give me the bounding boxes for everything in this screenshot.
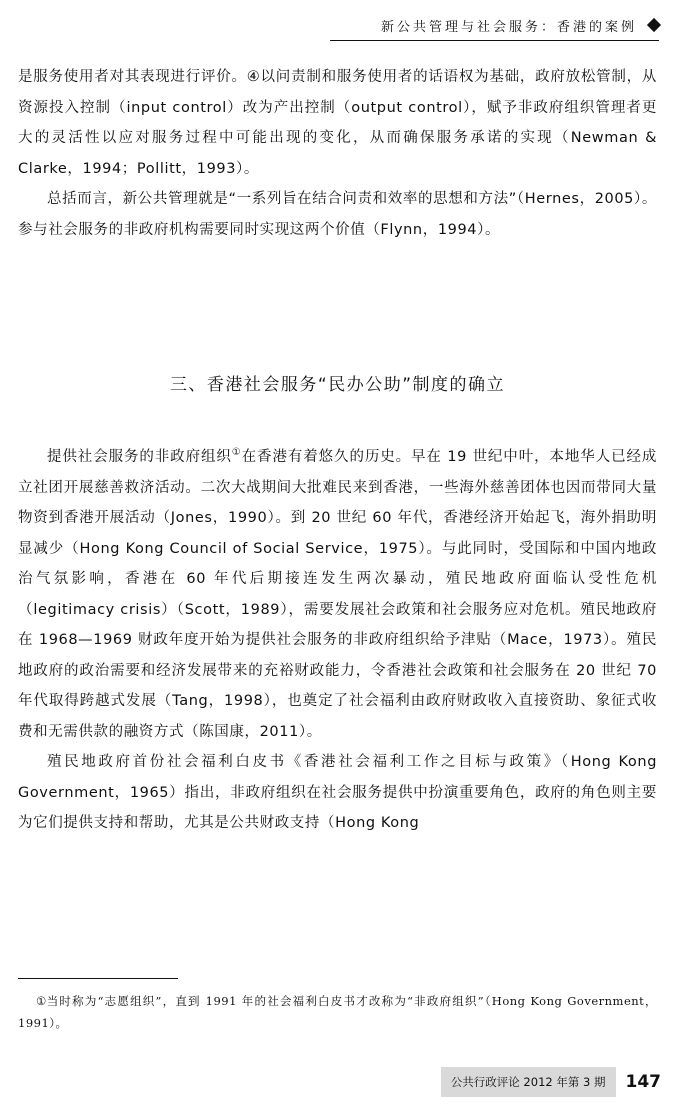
running-head — [381, 14, 659, 36]
body-text-main — [18, 442, 657, 839]
header-rule — [330, 40, 659, 41]
paragraph-history — [18, 442, 657, 747]
journal-name: 公共行政评论 2012 年第 3 期 — [441, 1067, 616, 1097]
paragraph-summary: 总括而言，新公共管理就是“一系列旨在结合问责和效率的思想和方法”（Hernes，2005）。参与社会服务的非政府机构需要同时实现这两个价值（Flynn，1994）。 — [18, 191, 657, 238]
paragraph-history-rest: 在香港有着悠久的历史。早在 19 世纪中叶，本地华人已经成立社团开展慈善救济活动。二次大战期间大批难民来到香港，一些海外慈善团体也因而带同大量物资到香港开展活动（Jones，1990）。到 20 世纪 60 年代，香港经济开始起飞，海外捐助明显减少（Hong Kong Council of Social Service，1975）。与此同时，受国际和中国内地政治气氛影响，香港在 60 年代后期接连发生两次暴动，殖民地政府面临认受性危机（legitimacy crisis）（Scott，1989），需要发展社会政策和社会服务应对危机。殖民地政府在 1968—1969 财政年度开始为提供社会服务的非政府组织给予津贴（Mace，1973）。殖民地政府的政治需要和经济发展带来的充裕财政能力，令香港社会政策和社会服务在 20 世纪 70 年代取得跨越式发展（Tang，1998），也奠定了社会福利由政府财政收入直接资助、象征式收费和无需供款的融资方式（陈国康，2011）。 — [18, 449, 657, 740]
footnote — [18, 990, 657, 1034]
page-footer — [441, 1067, 661, 1097]
footnote-reference[interactable]: ① — [231, 447, 242, 459]
footnote-text: 当时称为“志愿组织”，直到 1991 年的社会福利白皮书才改称为“非政府组织”（Hong Kong Government，1991）。 — [18, 994, 657, 1030]
paragraph-continued: 是服务使用者对其表现进行评价。④以问责制和服务使用者的话语权为基础，政府放松管制，从资源投入控制（input control）改为产出控制（output control），赋予非政府组织管理者更大的灵活性以应对服务过程中可能出现的变化，从而确保服务承诺的实现（Newman & Clarke，1994；Pollitt，1993）。 — [18, 69, 657, 177]
page-number: 147 — [625, 1072, 661, 1092]
running-head-text: 新公共管理与社会服务：香港的案例 — [380, 19, 637, 35]
body-text-top — [18, 62, 657, 245]
diamond-icon — [647, 18, 661, 32]
paragraph-history-start: 提供社会服务的非政府组织 — [47, 449, 232, 465]
footnote-rule — [18, 978, 178, 979]
section-title: 三、香港社会服务“民办公助”制度的确立 — [169, 375, 506, 395]
footnote-mark: ① — [36, 994, 47, 1008]
paragraph-white-paper: 殖民地政府首份社会福利白皮书《香港社会福利工作之目标与政策》（Hong Kong Government，1965）指出，非政府组织在社会服务提供中扮演重要角色，政府的角色则主要为它们提供支持和帮助，尤其是公共财政支持（Hong Kong — [18, 754, 657, 831]
